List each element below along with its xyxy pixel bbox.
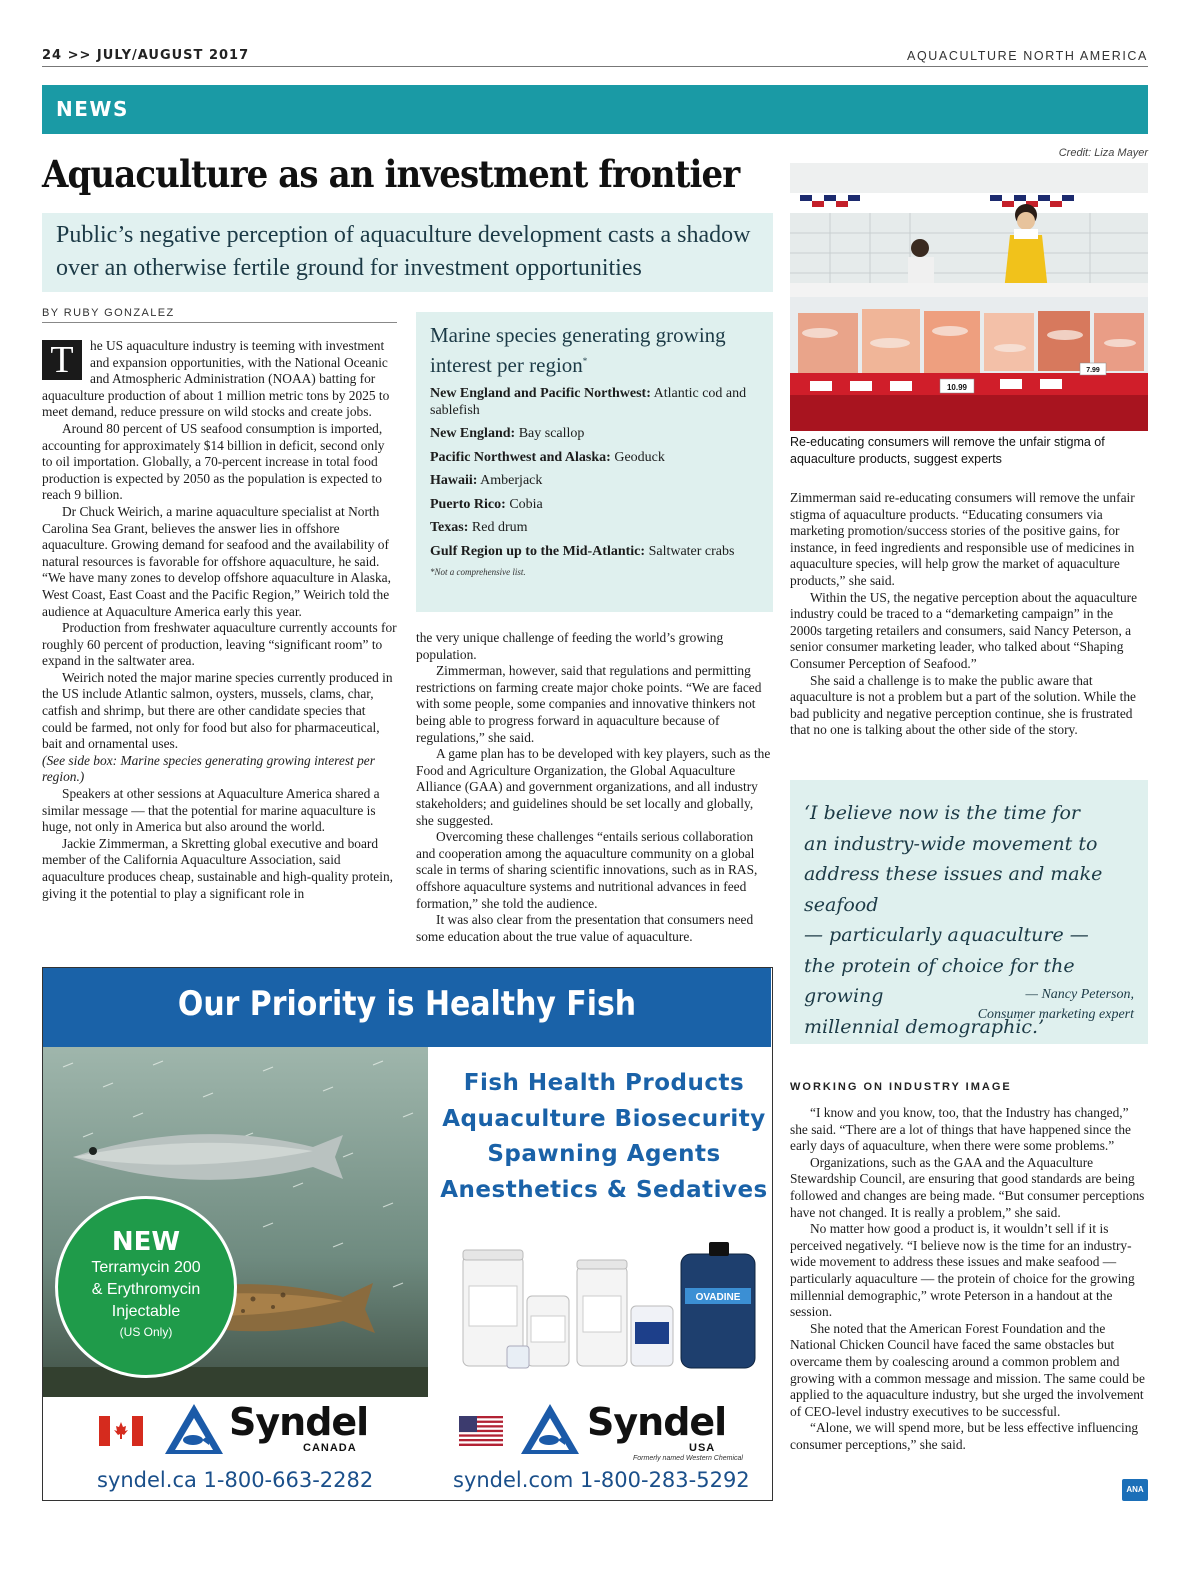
new-product-badge: [55, 1196, 237, 1378]
byline-rule: [42, 322, 397, 323]
article-paragraph: A game plan has to be developed with key players, such as the Food and Agriculture Organization, the Global Aquaculture Alliance (GAA) and government organizations, and all industry stakeholders; and guidelines should be set locally and globally, she suggested.: [416, 746, 771, 828]
quote-attribution: — Nancy Peterson, Consumer marketing expert: [977, 987, 1134, 1022]
species-item: Puerto Rico: Cobia: [430, 496, 543, 512]
ad-product-line: Aquaculture Biosecurity: [442, 1105, 766, 1132]
bottle-label: OVADINE: [695, 1292, 741, 1303]
dropcap: T: [42, 340, 82, 380]
article-paragraph: Dr Chuck Weirich, a marine aquaculture specialist at North Carolina Sea Grant, believes the answer lies in offshore aquaculture. Growing demand for seafood and the availability of natural resources is favorable for offshore aquaculture, he said. “We have many zones to develop offshore aquaculture in Alaska, West Coast, East Coast and the Pacific Region,” Weirich told the audience at Aquaculture America early this year.: [42, 503, 391, 619]
canada-contact[interactable]: syndel.ca 1-800-663-2282: [97, 1468, 374, 1492]
syndel-wordmark: Syndel: [229, 1400, 369, 1444]
photo-credit: Credit: Liza Mayer: [1058, 147, 1148, 159]
article-paragraph: Production from freshwater aquaculture currently accounts for roughly 60 percent of production, leaving “significant room” to expand in the saltwater area.: [42, 620, 397, 669]
species-item: Hawaii: Amberjack: [430, 473, 543, 488]
article-deck: [42, 213, 773, 292]
syndel-wordmark: Syndel: [587, 1400, 727, 1444]
article-paragraph: T he US aquaculture industry is teeming with investment and expansion opportunities, with the National Oceanic and Atmospheric Administration (NOAA) batting for aquaculture production of about 1 million metric tons by 2025 to meet demand, reduce pressure on wild stocks and create jobs.: [42, 338, 390, 420]
price-tag-label: 7.99: [1086, 367, 1100, 374]
new-label: NEW: [111, 1227, 181, 1257]
side-box-title: Marine species generating growing interest per region*: [430, 323, 726, 377]
new-product-line: Injectable: [111, 1303, 181, 1320]
article-column-3: [790, 490, 1148, 739]
ad-product-line: Spawning Agents: [487, 1141, 721, 1167]
side-box-note: *Not a comprehensive list.: [430, 567, 526, 577]
syndel-logo-icon: [519, 1402, 581, 1458]
article-column-3-continued: [790, 1105, 1148, 1453]
article-paragraph: Zimmerman said re-educating consumers will remove the unfair stigma of aquaculture products. “Educating consumers via marketing promotion/success stories of the positive gains, for instance, in feed ingredients and responsible use of medicines in aquaculture species, will help grow the market of aquaculture products,” she said.: [790, 490, 1135, 588]
new-product-line: Terramycin 200: [91, 1259, 201, 1276]
article-paragraph: Within the US, the negative perception about the aquaculture industry could be traced to a “demarketing campaign” in the 2000s targeting retailers and consumers, said Nancy Peterson, a senior consumer marketing leader, who talked about “Shaping Consumer Perception of Seafood.”: [790, 589, 1138, 671]
syndel-advertisement[interactable]: [42, 967, 773, 1501]
syndel-region: USA: [689, 1442, 716, 1454]
seafood-counter-illustration: [790, 163, 1148, 431]
syndel-logo-icon: [163, 1402, 225, 1458]
header-rule: [42, 66, 1148, 67]
article-column-1: [42, 338, 398, 902]
article-paragraph: Around 80 percent of US seafood consumption is imported, accounting for approximately $14 billion in deficit, second only to oil importation. Globally, a 70-percent increase in total food production is expected by 2050 as the population is expected to reach 9 billion.: [42, 420, 385, 503]
product-bottles: [453, 1236, 763, 1371]
article-paragraph: “I know and you know, too, that the Industry has changed,” she said. “There are a lot of things that have happened since the early days of aquaculture, when there were some problems.”: [790, 1105, 1131, 1154]
side-box-reference: (See side box: Marine species generating growing interest per region.): [42, 752, 375, 785]
article-paragraph: No matter how good a product is, it wouldn’t sell if it is perceived negatively. “I believe now is the time for an industry-wide movement to address these issues and make seafood — particularly aquaculture — the protein of choice for the growing millennial demographic,” wrote Peterson in a handout at the session.: [790, 1221, 1135, 1320]
pull-quote: [790, 780, 1148, 1044]
ad-title: Our Priority is Healthy Fish: [177, 984, 637, 1024]
article-paragraph: Organizations, such as the GAA and the Aquaculture Stewardship Council, are ensuring that good standards are being followed and changes are being made. “But consumer perceptions have not changed. It is really a problem,” she said.: [790, 1154, 1145, 1220]
article-paragraph: Jackie Zimmerman, a Skretting global executive and board member of the California Aquaculture Association, said aquaculture produces cheap, sustainable and high-quality protein, giving it the potential to play a significant role in: [42, 835, 394, 901]
section-bar: [42, 85, 1148, 134]
new-product-note: (US Only): [119, 1325, 173, 1339]
syndel-region: CANADA: [303, 1442, 357, 1454]
species-item: Pacific Northwest and Alaska: Geoduck: [430, 449, 665, 465]
article-paragraph: Speakers at other sessions at Aquaculture America shared a similar message — that the potential for marine aquaculture is huge, not only in America but also around the world.: [42, 786, 380, 835]
article-column-2: [416, 630, 772, 945]
article-paragraph: Overcoming these challenges “entails serious collaboration and cooperation among the aquaculture community on a global scale in terms of sharing scientific innovations, such as in RAS, offshore aquaculture systems and nutritional advances in feed formation,” she told the audience.: [416, 829, 758, 911]
deck-text: Public’s negative perception of aquaculture development casts a shadow over an otherwise fertile ground for investment opportunities: [56, 222, 751, 281]
ad-banner: [43, 968, 771, 1047]
ad-product-line: Fish Health Products: [463, 1070, 745, 1096]
article-paragraph: Zimmerman, however, said that regulations and permitting restrictions on farming create major choke points. “We are faced with some people, some companies and innovative thinkers not being able to progress forward in aquaculture because of regulations,” she said.: [416, 663, 762, 745]
usa-contact[interactable]: syndel.com 1-800-283-5292: [453, 1468, 750, 1492]
article-paragraph: Weirich noted the major marine species currently produced in the US include Atlantic salmon, oysters, mussels, clams, char, catfish and shrimp, but there are other candidate species that could be farmed, not only for food but also for pharmaceutical, bait and ornamental uses.: [42, 669, 393, 752]
species-item: Texas: Red drum: [430, 520, 528, 535]
seafood-counter-photo: [790, 163, 1148, 431]
usa-flag-icon: [459, 1416, 503, 1446]
syndel-former-name: Formerly named Western Chemical: [633, 1455, 743, 1462]
species-item: Gulf Region up to the Mid-Atlantic: Saltwater crabs: [430, 543, 735, 559]
article-headline: Aquaculture as an investment frontier: [42, 152, 740, 196]
syndel-usa-block[interactable]: [451, 1398, 761, 1498]
publication-name: AQUACULTURE NORTH AMERICA: [907, 49, 1148, 63]
new-product-line: & Erythromycin: [91, 1281, 201, 1298]
photo-caption: Re-educating consumers will remove the unfair stigma of aquaculture products, suggest experts: [790, 435, 1105, 466]
subsection-heading: WORKING ON INDUSTRY IMAGE: [790, 1081, 1012, 1093]
page-info: 24 >> JULY/AUGUST 2017: [42, 48, 250, 63]
article-paragraph: It was also clear from the presentation that consumers need some education about the true value of aquaculture.: [416, 912, 754, 944]
ad-product-list: [439, 1066, 769, 1208]
syndel-canada-block[interactable]: [93, 1398, 383, 1498]
species-item: New England and Pacific Northwest: Atlantic cod and sablefish: [430, 386, 747, 418]
article-paragraph: She noted that the American Forest Foundation and the National Chicken Council have faced the same obstacles but overcame them by coalescing around a common problem and growing with a common message and mission. The same could be applied to the aquaculture industry, but she urged the involvement of CEO-level industry executives to be successful.: [790, 1320, 1145, 1419]
byline: BY RUBY GONZALEZ: [42, 307, 175, 319]
species-side-box: [416, 312, 773, 612]
article-paragraph: the very unique challenge of feeding the world’s growing population.: [416, 630, 724, 662]
article-paragraph: She said a challenge is to make the public aware that aquaculture is not a problem but a part of the solution. While the bad publicity and negative perception continue, she is frustrated that no one is talking about the other side of the story.: [790, 672, 1136, 738]
price-tag-label: 10.99: [946, 383, 968, 392]
bottles-illustration: [453, 1236, 763, 1371]
canada-flag-icon: [99, 1416, 143, 1446]
section-label: NEWS: [56, 97, 129, 121]
ad-product-line: Anesthetics & Sedatives: [440, 1176, 768, 1203]
quote-text: ‘I believe now is the time for an industry-wide movement to address these issues and make seafood — particularly aquaculture — the protein of choice for the growing millennial demographic.’: [804, 802, 1103, 1038]
species-item: New England: Bay scallop: [430, 426, 585, 441]
article-paragraph: “Alone, we will spend more, but be less effective influencing consumer perceptions,” she said.: [790, 1420, 1139, 1452]
end-badge: ANA: [1122, 1479, 1148, 1501]
